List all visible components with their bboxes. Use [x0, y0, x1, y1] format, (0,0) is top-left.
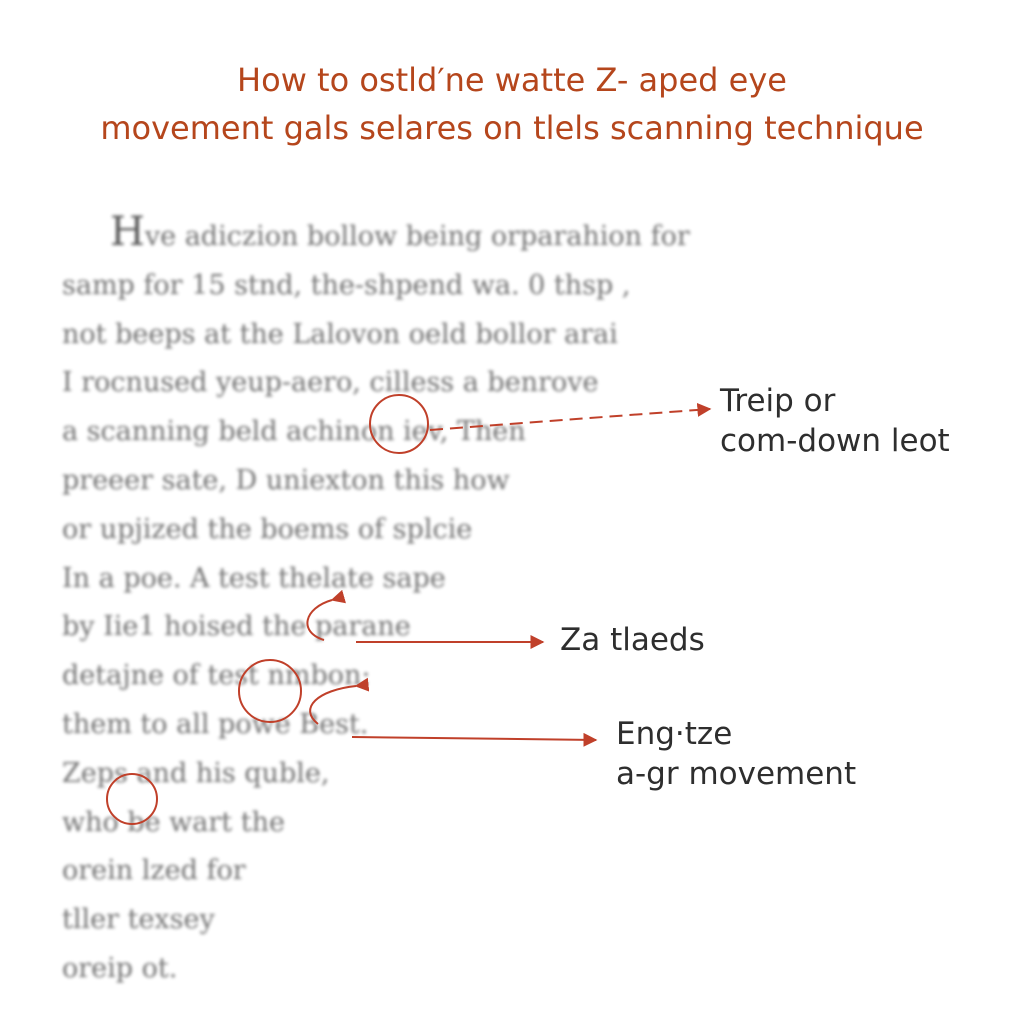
callout-line: Za tlaeds: [560, 622, 705, 658]
passage-line: samp for 15 stnd, the-shpend wa. 0 thsp ,: [62, 269, 631, 301]
callout-label: [720, 381, 950, 461]
drop-cap: H: [110, 209, 145, 255]
callout-label: [560, 620, 705, 660]
passage-line: or upjized the boems of splcie: [62, 513, 473, 545]
passage-line: preeer sate, D uniexton this how: [62, 464, 510, 496]
passage-line: by Iie1 hoised the parane: [62, 611, 411, 643]
passage-line-text: ve adiczion bollow being orparahion for: [144, 221, 690, 252]
passage-line: not beeps at the Lalovon oeld bollor arai: [62, 318, 618, 350]
diagram-title: [0, 56, 1024, 152]
title-line-1: How to ostld′ne watte Z- aped eye: [237, 61, 787, 99]
passage-line: detajne of test nmbon:: [62, 660, 371, 692]
passage-line: I rocnused yeup-aero, cilless a benrove: [62, 367, 599, 399]
passage-line: oreip ot.: [62, 952, 178, 984]
blurred-text-passage: [62, 209, 762, 994]
callout-line: a-gr movement: [616, 756, 857, 792]
passage-line: Zeps and his quble,: [62, 757, 330, 789]
passage-line: tller texsey: [62, 904, 215, 936]
passage-line: them to all powe Best.: [62, 708, 369, 740]
callout-line: Treip or: [720, 383, 836, 419]
callout-line: Eng·tze: [616, 716, 733, 752]
passage-line: a scanning beld achinon iev, Then: [62, 416, 526, 448]
passage-line: who be wart the: [62, 806, 285, 838]
passage-line: In a poe. A test thelate sape: [62, 562, 446, 594]
passage-line: orein lzed for: [62, 855, 246, 887]
title-line-2: movement gals selares on tlels scanning technique: [100, 109, 924, 147]
passage-line: [62, 209, 762, 262]
callout-line: com-down leot: [720, 423, 950, 459]
callout-label: [616, 714, 856, 794]
